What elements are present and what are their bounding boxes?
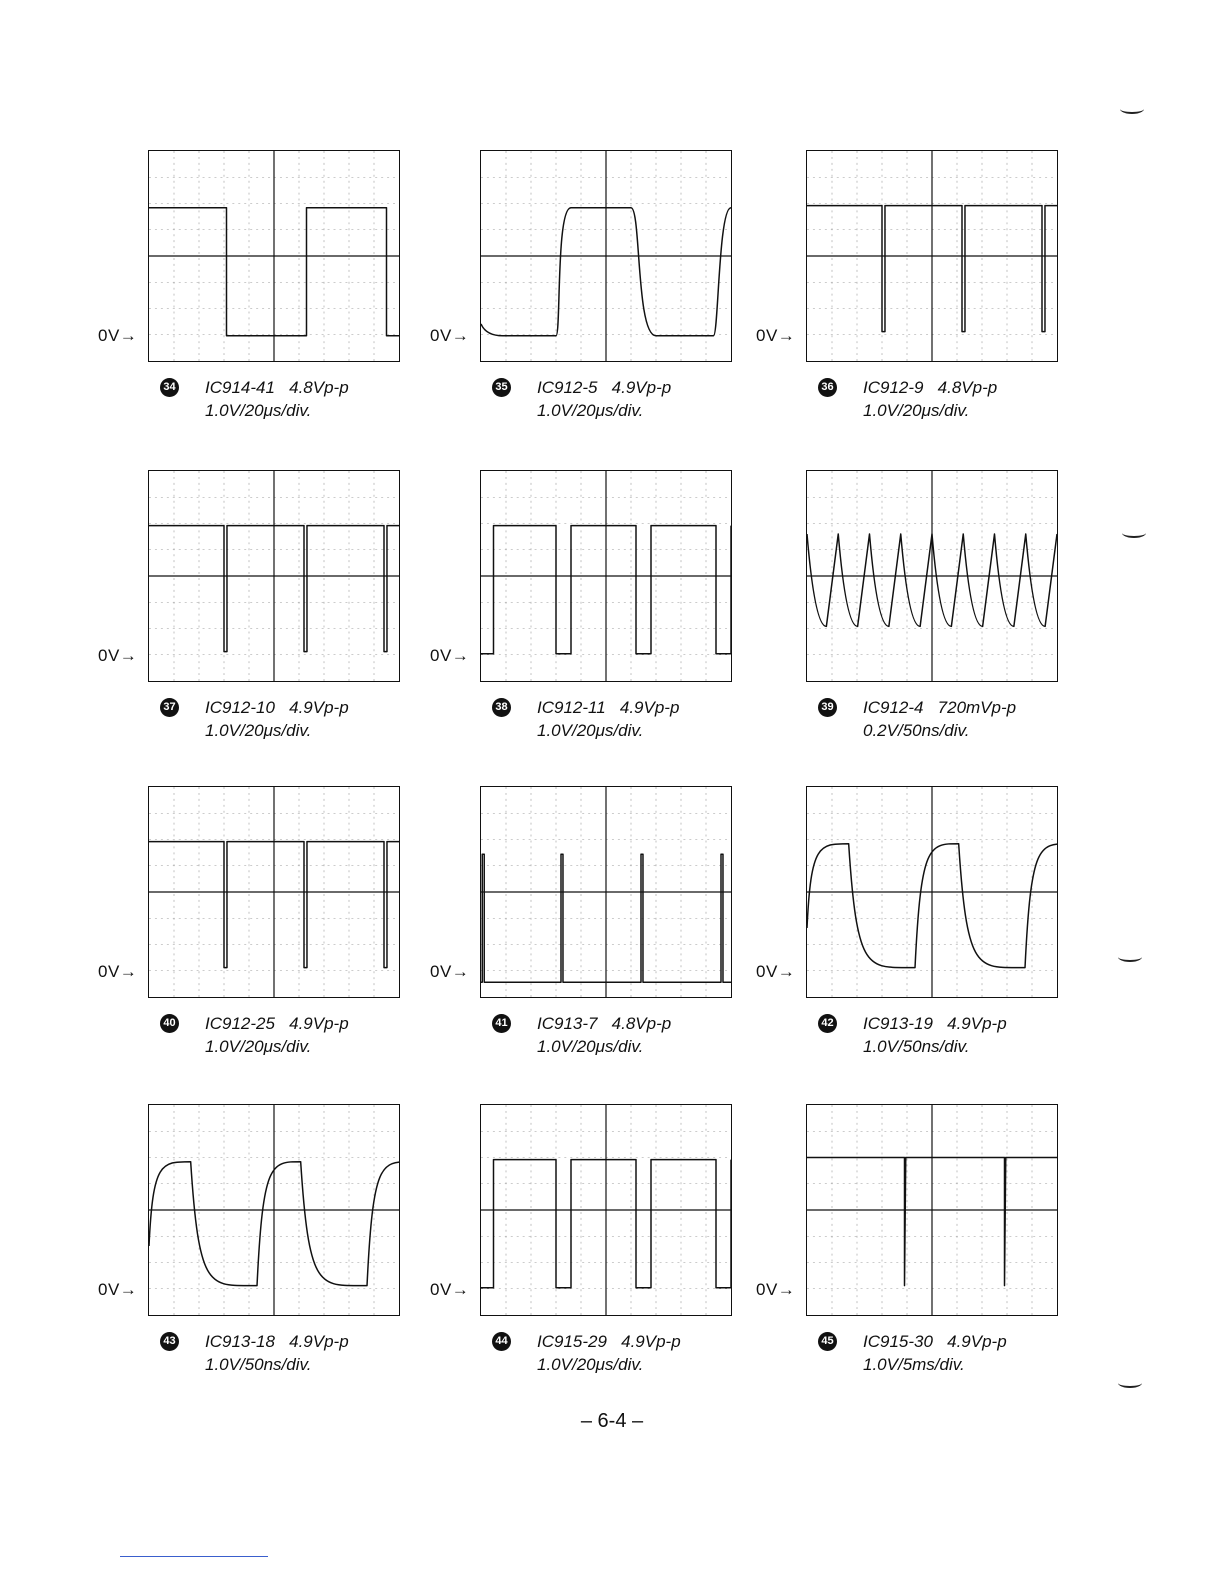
signal-name: IC913-18 — [205, 1332, 275, 1351]
signal-name: IC912-5 — [537, 378, 598, 397]
caption-line-1 — [537, 1012, 671, 1035]
caption-line-1 — [863, 376, 997, 399]
scale-setting: 1.0V/20μs/div. — [537, 721, 644, 740]
zero-volt-label: 0V→ — [98, 1280, 138, 1299]
spacer — [933, 1014, 947, 1033]
scale-setting: 1.0V/20μs/div. — [205, 721, 312, 740]
waveform-caption — [818, 376, 1058, 426]
zero-volt-label: 0V→ — [756, 326, 796, 345]
signal-name: IC913-19 — [863, 1014, 933, 1033]
spacer — [606, 698, 620, 717]
caption-line-1 — [205, 696, 349, 719]
amplitude-value: 720mVp-p — [937, 698, 1017, 717]
zero-volt-label: 0V→ — [756, 1280, 796, 1299]
caption-line-1 — [537, 1330, 681, 1353]
amplitude-value: 4.9Vp-p — [947, 1332, 1007, 1351]
panel-number-badge: 42 — [818, 1014, 837, 1033]
waveform-caption — [818, 696, 1058, 746]
panel-number-badge: 45 — [818, 1332, 837, 1351]
margin-mark — [1122, 528, 1146, 538]
amplitude-value: 4.9Vp-p — [621, 1332, 681, 1351]
oscilloscope-display — [806, 786, 1058, 998]
waveform-caption — [492, 376, 732, 426]
zero-volt-label: 0V→ — [98, 326, 138, 345]
zero-volt-label: 0V→ — [98, 962, 138, 981]
waveform-trace-svg — [481, 787, 731, 997]
signal-name: IC915-29 — [537, 1332, 607, 1351]
signal-name: IC912-9 — [863, 378, 924, 397]
panel-number-badge: 38 — [492, 698, 511, 717]
oscilloscope-display — [480, 150, 732, 362]
margin-mark — [1118, 1378, 1142, 1388]
oscilloscope-display — [148, 150, 400, 362]
spacer — [923, 698, 937, 717]
spacer — [933, 1332, 947, 1351]
caption-line-1 — [537, 376, 671, 399]
amplitude-value: 4.9Vp-p — [947, 1014, 1007, 1033]
scale-setting: 1.0V/20μs/div. — [863, 401, 970, 420]
footer-rule — [120, 1556, 268, 1557]
panel-number-badge: 36 — [818, 378, 837, 397]
waveform-caption — [160, 1330, 400, 1380]
oscilloscope-display — [480, 470, 732, 682]
oscilloscope-display — [148, 1104, 400, 1316]
waveform-trace-svg — [149, 1105, 399, 1315]
caption-line-1 — [863, 696, 1016, 719]
panel-number-badge: 37 — [160, 698, 179, 717]
waveform-caption — [160, 696, 400, 746]
waveform-trace-svg — [481, 1105, 731, 1315]
scale-setting: 1.0V/20μs/div. — [537, 1355, 644, 1374]
waveform-trace-svg — [481, 471, 731, 681]
caption-line-1 — [863, 1012, 1007, 1035]
oscilloscope-display — [480, 1104, 732, 1316]
zero-volt-label: 0V→ — [430, 1280, 470, 1299]
scale-setting: 1.0V/20μs/div. — [537, 401, 644, 420]
oscilloscope-display — [480, 786, 732, 998]
waveform-caption — [492, 1330, 732, 1380]
panel-number-badge: 41 — [492, 1014, 511, 1033]
spacer — [923, 378, 937, 397]
waveform-caption — [492, 696, 732, 746]
scale-setting: 1.0V/20μs/div. — [205, 401, 312, 420]
panel-number-badge: 35 — [492, 378, 511, 397]
waveform-caption — [818, 1330, 1058, 1380]
waveform-trace-svg — [807, 471, 1057, 681]
oscilloscope-display — [148, 470, 400, 682]
caption-line-1 — [205, 376, 349, 399]
waveform-trace-svg — [807, 1105, 1057, 1315]
caption-line-1 — [205, 1012, 349, 1035]
spacer — [597, 1014, 611, 1033]
signal-name: IC912-4 — [863, 698, 924, 717]
spacer — [597, 378, 611, 397]
scale-setting: 1.0V/5ms/div. — [863, 1355, 965, 1374]
scale-setting: 1.0V/50ns/div. — [863, 1037, 970, 1056]
panel-number-badge: 34 — [160, 378, 179, 397]
spacer — [275, 698, 289, 717]
signal-name: IC912-10 — [205, 698, 275, 717]
signal-name: IC913-7 — [537, 1014, 598, 1033]
scale-setting: 0.2V/50ns/div. — [863, 721, 970, 740]
amplitude-value: 4.8Vp-p — [611, 1014, 672, 1033]
amplitude-value: 4.9Vp-p — [611, 378, 672, 397]
spacer — [275, 1014, 289, 1033]
zero-volt-label: 0V→ — [430, 962, 470, 981]
amplitude-value: 4.9Vp-p — [619, 698, 680, 717]
zero-volt-label: 0V→ — [98, 646, 138, 665]
waveform-trace-svg — [149, 787, 399, 997]
amplitude-value: 4.8Vp-p — [937, 378, 998, 397]
panel-number-badge: 43 — [160, 1332, 179, 1351]
signal-name: IC912-11 — [537, 698, 606, 717]
oscilloscope-display — [806, 1104, 1058, 1316]
amplitude-value: 4.9Vp-p — [289, 1332, 349, 1351]
panel-number-badge: 39 — [818, 698, 837, 717]
caption-line-1 — [205, 1330, 349, 1353]
waveform-trace-svg — [149, 151, 399, 361]
scale-setting: 1.0V/50ns/div. — [205, 1355, 312, 1374]
signal-name: IC914-41 — [205, 378, 275, 397]
waveform-trace-svg — [807, 787, 1057, 997]
oscilloscope-display — [148, 786, 400, 998]
waveform-caption — [818, 1012, 1058, 1062]
signal-name: IC912-25 — [205, 1014, 275, 1033]
waveform-trace-svg — [481, 151, 731, 361]
spacer — [275, 378, 289, 397]
waveform-trace-svg — [149, 471, 399, 681]
page-number: – 6-4 – — [580, 1410, 644, 1432]
spacer — [607, 1332, 621, 1351]
panel-number-badge: 44 — [492, 1332, 511, 1351]
panel-number-badge: 40 — [160, 1014, 179, 1033]
margin-mark — [1120, 104, 1144, 114]
scale-setting: 1.0V/20μs/div. — [205, 1037, 312, 1056]
oscilloscope-display — [806, 150, 1058, 362]
amplitude-value: 4.8Vp-p — [289, 378, 349, 397]
waveform-trace-svg — [807, 151, 1057, 361]
spacer — [275, 1332, 289, 1351]
oscilloscope-display — [806, 470, 1058, 682]
signal-name: IC915-30 — [863, 1332, 933, 1351]
zero-volt-label: 0V→ — [430, 646, 470, 665]
amplitude-value: 4.9Vp-p — [289, 1014, 349, 1033]
waveform-caption — [160, 1012, 400, 1062]
margin-mark — [1118, 952, 1142, 962]
zero-volt-label: 0V→ — [756, 962, 796, 981]
waveform-caption — [492, 1012, 732, 1062]
zero-volt-label: 0V→ — [430, 326, 470, 345]
waveform-caption — [160, 376, 400, 426]
caption-line-1 — [863, 1330, 1007, 1353]
caption-line-1 — [537, 696, 679, 719]
amplitude-value: 4.9Vp-p — [289, 698, 349, 717]
scale-setting: 1.0V/20μs/div. — [537, 1037, 644, 1056]
